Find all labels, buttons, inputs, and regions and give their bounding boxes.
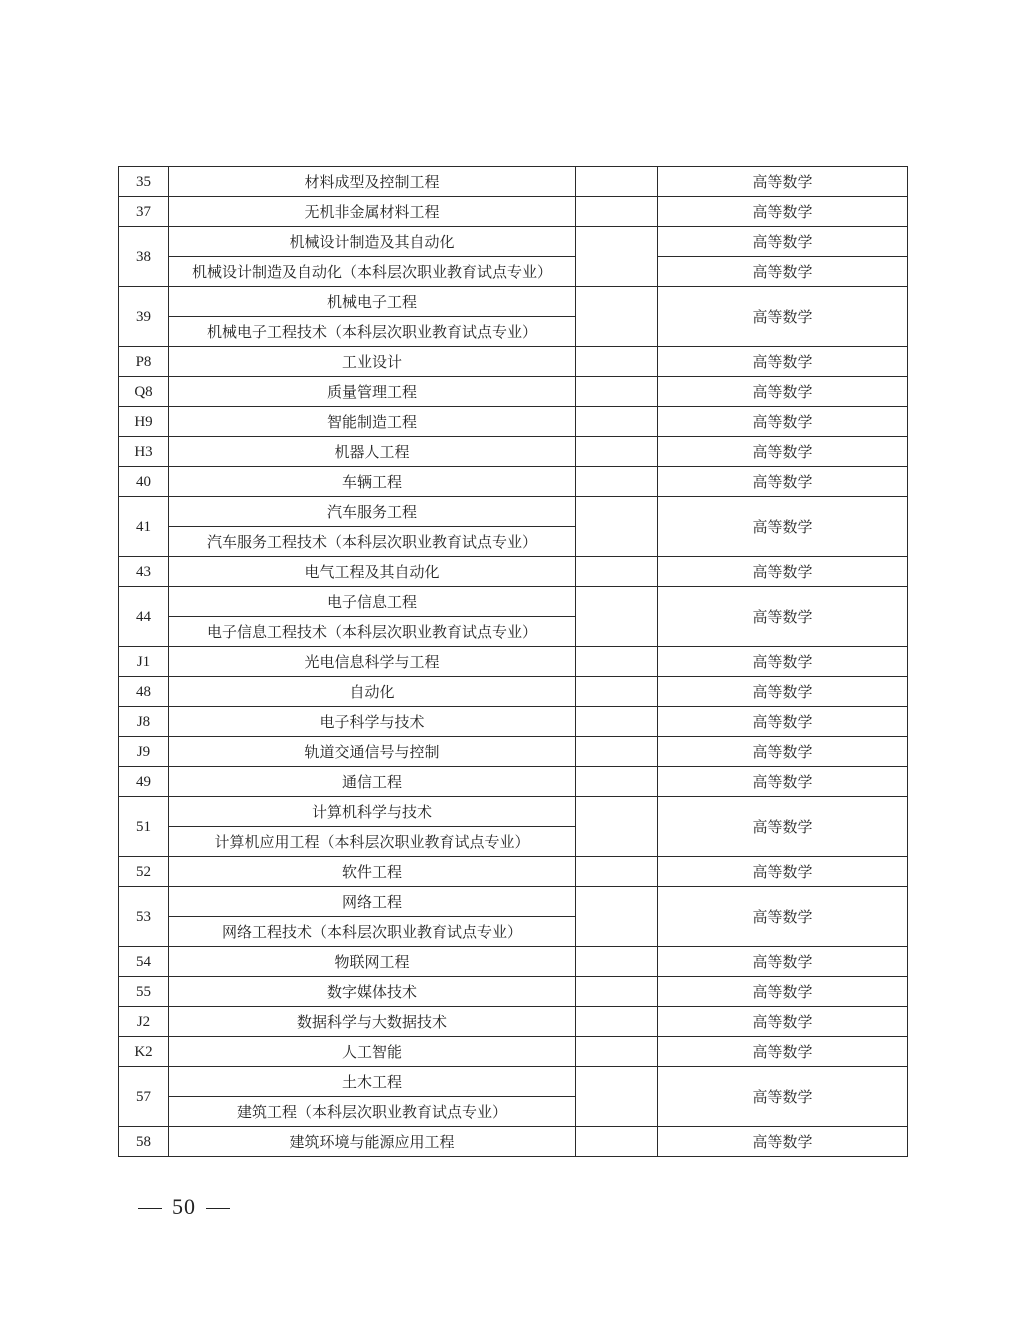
table-row	[119, 1037, 908, 1067]
empty-cell	[576, 377, 658, 407]
row-number-cell: K2	[119, 1037, 169, 1067]
subject-cell: 高等数学	[658, 1067, 908, 1127]
row-number-cell: 44	[119, 587, 169, 647]
subject-cell: 高等数学	[658, 197, 908, 227]
major-name-cell: 电气工程及其自动化	[169, 557, 576, 587]
subject-cell: 高等数学	[658, 497, 908, 557]
subject-cell: 高等数学	[658, 677, 908, 707]
table-row	[119, 797, 908, 827]
table-row	[119, 227, 908, 257]
empty-cell	[576, 587, 658, 647]
empty-cell	[576, 1007, 658, 1037]
subject-cell: 高等数学	[658, 797, 908, 857]
row-number-cell: 54	[119, 947, 169, 977]
row-number-cell: J8	[119, 707, 169, 737]
empty-cell	[576, 737, 658, 767]
table-row	[119, 377, 908, 407]
empty-cell	[576, 1127, 658, 1157]
subject-cell: 高等数学	[658, 1007, 908, 1037]
major-name-cell: 建筑环境与能源应用工程	[169, 1127, 576, 1157]
table-body	[119, 167, 908, 1157]
subject-cell: 高等数学	[658, 407, 908, 437]
empty-cell	[576, 557, 658, 587]
subject-cell: 高等数学	[658, 977, 908, 1007]
table-row	[119, 347, 908, 377]
row-number-cell: P8	[119, 347, 169, 377]
major-name-cell: 计算机科学与技术	[169, 797, 576, 827]
subject-cell: 高等数学	[658, 167, 908, 197]
table-row	[119, 467, 908, 497]
major-name-cell: 土木工程	[169, 1067, 576, 1097]
subject-cell: 高等数学	[658, 257, 908, 287]
row-number-cell: H3	[119, 437, 169, 467]
major-name-cell: 无机非金属材料工程	[169, 197, 576, 227]
major-subject-table	[118, 166, 908, 1157]
major-name-cell: 机械电子工程	[169, 287, 576, 317]
empty-cell	[576, 977, 658, 1007]
row-number-cell: 58	[119, 1127, 169, 1157]
row-number-cell: 41	[119, 497, 169, 557]
major-name-cell: 汽车服务工程	[169, 497, 576, 527]
table-row	[119, 647, 908, 677]
page-number-dash-right	[206, 1208, 230, 1209]
major-name-cell: 机械设计制造及其自动化	[169, 227, 576, 257]
major-name-cell: 物联网工程	[169, 947, 576, 977]
row-number-cell: 53	[119, 887, 169, 947]
empty-cell	[576, 287, 658, 347]
major-name-cell: 软件工程	[169, 857, 576, 887]
empty-cell	[576, 167, 658, 197]
empty-cell	[576, 467, 658, 497]
empty-cell	[576, 677, 658, 707]
row-number-cell: J9	[119, 737, 169, 767]
subject-cell: 高等数学	[658, 587, 908, 647]
subject-cell: 高等数学	[658, 227, 908, 257]
major-name-cell: 材料成型及控制工程	[169, 167, 576, 197]
row-number-cell: 39	[119, 287, 169, 347]
major-name-cell: 电子科学与技术	[169, 707, 576, 737]
major-name-cell: 网络工程	[169, 887, 576, 917]
subject-cell: 高等数学	[658, 737, 908, 767]
subject-cell: 高等数学	[658, 557, 908, 587]
empty-cell	[576, 647, 658, 677]
row-number-cell: 55	[119, 977, 169, 1007]
subject-cell: 高等数学	[658, 287, 908, 347]
row-number-cell: 37	[119, 197, 169, 227]
subject-cell: 高等数学	[658, 767, 908, 797]
empty-cell	[576, 797, 658, 857]
major-name-cell: 自动化	[169, 677, 576, 707]
page-number-value: 50	[172, 1194, 196, 1219]
major-name-cell: 建筑工程（本科层次职业教育试点专业）	[169, 1097, 576, 1127]
empty-cell	[576, 497, 658, 557]
table-row	[119, 857, 908, 887]
page-number	[128, 1194, 240, 1220]
table-row	[119, 1007, 908, 1037]
major-name-cell: 电子信息工程技术（本科层次职业教育试点专业）	[169, 617, 576, 647]
table-row	[119, 1127, 908, 1157]
subject-cell: 高等数学	[658, 947, 908, 977]
major-name-cell: 网络工程技术（本科层次职业教育试点专业）	[169, 917, 576, 947]
row-number-cell: Q8	[119, 377, 169, 407]
empty-cell	[576, 227, 658, 287]
empty-cell	[576, 947, 658, 977]
subject-cell: 高等数学	[658, 857, 908, 887]
table-row	[119, 287, 908, 317]
table-row	[119, 707, 908, 737]
subject-cell: 高等数学	[658, 467, 908, 497]
empty-cell	[576, 1067, 658, 1127]
subject-cell: 高等数学	[658, 1037, 908, 1067]
row-number-cell: J1	[119, 647, 169, 677]
table-row	[119, 437, 908, 467]
row-number-cell: 35	[119, 167, 169, 197]
subject-cell: 高等数学	[658, 707, 908, 737]
empty-cell	[576, 707, 658, 737]
empty-cell	[576, 767, 658, 797]
row-number-cell: 38	[119, 227, 169, 287]
empty-cell	[576, 197, 658, 227]
table-row	[119, 977, 908, 1007]
major-name-cell: 数据科学与大数据技术	[169, 1007, 576, 1037]
major-name-cell: 工业设计	[169, 347, 576, 377]
subject-cell: 高等数学	[658, 887, 908, 947]
empty-cell	[576, 1037, 658, 1067]
table-row	[119, 1067, 908, 1097]
row-number-cell: H9	[119, 407, 169, 437]
major-name-cell: 机械电子工程技术（本科层次职业教育试点专业）	[169, 317, 576, 347]
empty-cell	[576, 407, 658, 437]
major-name-cell: 计算机应用工程（本科层次职业教育试点专业）	[169, 827, 576, 857]
table-row	[119, 677, 908, 707]
row-number-cell: 40	[119, 467, 169, 497]
subject-cell: 高等数学	[658, 647, 908, 677]
row-number-cell: 51	[119, 797, 169, 857]
major-name-cell: 车辆工程	[169, 467, 576, 497]
row-number-cell: 43	[119, 557, 169, 587]
table-row	[119, 887, 908, 917]
major-name-cell: 通信工程	[169, 767, 576, 797]
major-name-cell: 人工智能	[169, 1037, 576, 1067]
row-number-cell: 52	[119, 857, 169, 887]
page-number-dash-left	[138, 1208, 162, 1209]
table-row	[119, 167, 908, 197]
empty-cell	[576, 857, 658, 887]
empty-cell	[576, 887, 658, 947]
major-name-cell: 机械设计制造及自动化（本科层次职业教育试点专业）	[169, 257, 576, 287]
table-row	[119, 587, 908, 617]
table-row	[119, 737, 908, 767]
major-name-cell: 电子信息工程	[169, 587, 576, 617]
table-row	[119, 257, 908, 287]
major-name-cell: 数字媒体技术	[169, 977, 576, 1007]
major-name-cell: 质量管理工程	[169, 377, 576, 407]
row-number-cell: J2	[119, 1007, 169, 1037]
table-row	[119, 947, 908, 977]
subject-cell: 高等数学	[658, 347, 908, 377]
table-row	[119, 497, 908, 527]
row-number-cell: 49	[119, 767, 169, 797]
subject-cell: 高等数学	[658, 1127, 908, 1157]
major-name-cell: 汽车服务工程技术（本科层次职业教育试点专业）	[169, 527, 576, 557]
major-name-cell: 光电信息科学与工程	[169, 647, 576, 677]
row-number-cell: 57	[119, 1067, 169, 1127]
major-name-cell: 智能制造工程	[169, 407, 576, 437]
empty-cell	[576, 347, 658, 377]
subject-cell: 高等数学	[658, 377, 908, 407]
table-row	[119, 197, 908, 227]
major-name-cell: 机器人工程	[169, 437, 576, 467]
table-row	[119, 407, 908, 437]
empty-cell	[576, 437, 658, 467]
major-name-cell: 轨道交通信号与控制	[169, 737, 576, 767]
subject-cell: 高等数学	[658, 437, 908, 467]
row-number-cell: 48	[119, 677, 169, 707]
table-row	[119, 557, 908, 587]
table-row	[119, 767, 908, 797]
